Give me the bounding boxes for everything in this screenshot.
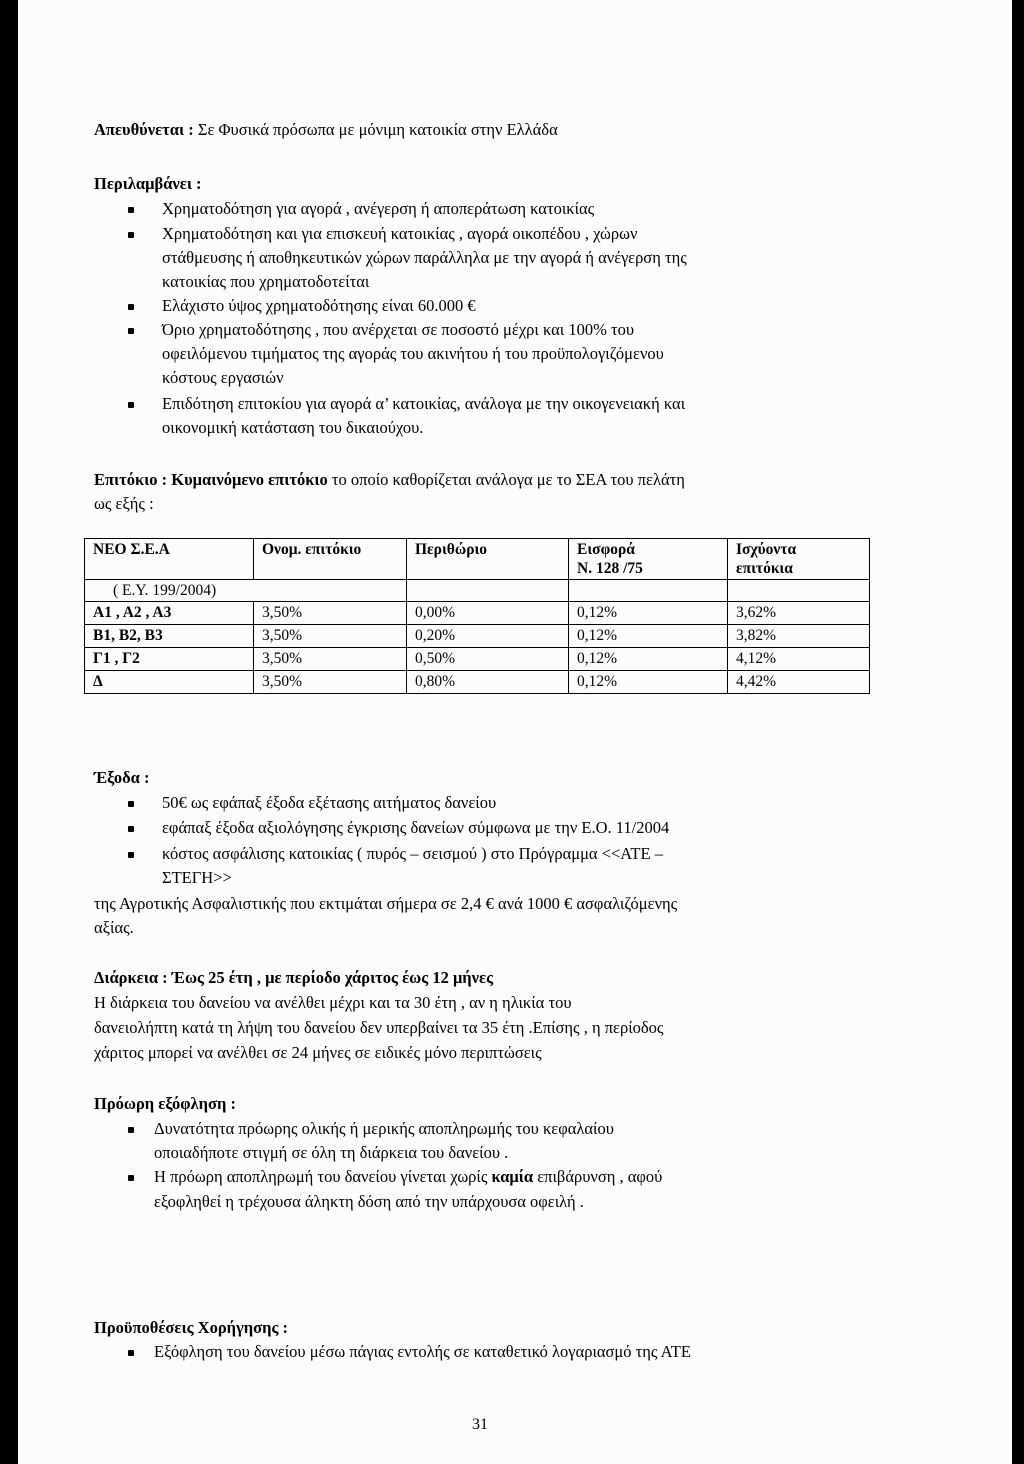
includes-line: οικονομική κατάσταση του δικαιούχου. [162, 418, 424, 437]
table-cell: 3,50% [254, 625, 407, 648]
audience-label: Απευθύνεται : [94, 120, 194, 139]
conditions-line: Εξόφληση του δανείου μέσω πάγιας εντολής σε καταθετικό λογαριασμό της ΑΤΕ [154, 1342, 691, 1361]
bullet-icon [128, 852, 134, 858]
fees-line: της Αγροτικής Ασφαλιστικής που εκτιμάται σήμερα σε 2,4 € ανά 1000 € ασφαλιζόμενης [94, 894, 678, 913]
table-cell: 0,50% [407, 648, 569, 671]
duration-line: δανειολήπτη κατά τη λήψη του δανείου δεν υπερβαίνει τα 35 έτη .Επίσης , η περίοδος [94, 1018, 664, 1037]
duration-line: Η διάρκεια του δανείου να ανέλθει μέχρι και τα 30 έτη , αν η ηλικία του [94, 993, 572, 1012]
table-row [85, 648, 870, 671]
interest-line [94, 468, 685, 492]
prepayment-emphasis: καμία [491, 1167, 534, 1186]
table-cell: 4,12% [728, 648, 870, 671]
table-cell: 0,12% [569, 648, 728, 671]
includes-line: οφειλόμενου τιμήματος της αγοράς του ακινήτου ή του προϋπολογιζόμενου [162, 344, 664, 363]
includes-line: Ελάχιστο ύψος χρηματοδότησης είναι 60.000 € [162, 296, 476, 315]
prepayment-text: επιβάρυνση , αφού [537, 1167, 663, 1186]
table-cell: 0,12% [569, 671, 728, 694]
table-cell: 0,80% [407, 671, 569, 694]
fees-label: Έξοδα : [94, 768, 150, 787]
prepayment-text: Η πρόωρη αποπληρωμή του δανείου γίνεται χωρίς [154, 1167, 488, 1186]
table-cell: 3,82% [728, 625, 870, 648]
interest-text: το οποίο καθορίζεται ανάλογα με το ΣΕΑ του πελάτη [331, 470, 685, 489]
table-subheader-row [85, 580, 870, 602]
bullet-icon [128, 207, 134, 213]
table-cell: Α1 , Α2 , Α3 [85, 602, 254, 625]
table-cell: Β1, Β2, Β3 [85, 625, 254, 648]
prepayment-line: εξοφληθεί η τρέχουσα άληκτη δόση από την υπάρχουσα οφειλή . [154, 1192, 584, 1211]
includes-line: Χρηματοδότηση και για επισκευή κατοικίας , αγορά οικοπέδου , χώρων [162, 224, 638, 243]
bullet-icon [128, 232, 134, 238]
table-cell: 3,50% [254, 602, 407, 625]
prepayment-line: Δυνατότητα πρόωρης ολικής ή μερικής αποπληρωμής του κεφαλαίου [154, 1119, 614, 1138]
prepayment-line: οποιαδήποτε στιγμή σε όλη τη διάρκεια του δανείου . [154, 1143, 509, 1162]
table-cell: 0,12% [569, 625, 728, 648]
table-cell: Γ1 , Γ2 [85, 648, 254, 671]
table-cell: 3,50% [254, 648, 407, 671]
includes-line: Επιδότηση επιτοκίου για αγορά α’ κατοικίας, ανάλογα με την οικογενειακή και [162, 394, 686, 413]
bullet-icon [128, 328, 134, 334]
interest-text-2: ως εξής : [94, 494, 154, 513]
header-cell: Εισφορά Ν. 128 /75 [569, 539, 728, 580]
empty-cell [407, 580, 569, 602]
interest-rate-table [84, 538, 870, 694]
empty-cell [569, 580, 728, 602]
fees-line: κόστος ασφάλισης κατοικίας ( πυρός – σεισμού ) στο Πρόγραμμα <<ΑΤΕ – [162, 844, 663, 863]
document-page [18, 0, 1012, 1464]
fees-line: αξίας. [94, 918, 134, 937]
table-cell: 3,62% [728, 602, 870, 625]
table-row [85, 671, 870, 694]
prepayment-label: Πρόωρη εξόφληση : [94, 1094, 236, 1113]
conditions-label: Προϋποθέσεις Χορήγησης : [94, 1318, 289, 1337]
table-cell: 0,12% [569, 602, 728, 625]
bullet-icon [128, 402, 134, 408]
header-cell: Ισχύοντα επιτόκια [728, 539, 870, 580]
bullet-icon [128, 1127, 134, 1133]
table-row [85, 625, 870, 648]
table-row [85, 602, 870, 625]
bullet-icon [128, 826, 134, 832]
includes-line: στάθμευσης ή αποθηκευτικών χώρων παράλληλα με την αγορά ή ανέγερση της [162, 248, 687, 267]
interest-label: Επιτόκιο : Κυμαινόμενο επιτόκιο [94, 470, 328, 489]
table-cell: 4,42% [728, 671, 870, 694]
table-cell: 0,20% [407, 625, 569, 648]
prepayment-line [154, 1165, 662, 1189]
empty-cell [728, 580, 870, 602]
includes-line: κατοικίας που χρηματοδοτείται [162, 272, 370, 291]
subheader-cell: ( Ε.Υ. 199/2004) [85, 580, 407, 602]
table-cell: 0,00% [407, 602, 569, 625]
fees-line: 50€ ως εφάπαξ έξοδα εξέτασης αιτήματος δανείου [162, 793, 497, 812]
includes-line: Χρηματοδότηση για αγορά , ανέγερση ή αποπεράτωση κατοικίας [162, 199, 595, 218]
page-number: 31 [472, 1416, 488, 1433]
includes-line: Όριο χρηματοδότησης , που ανέρχεται σε ποσοστό μέχρι και 100% του [162, 320, 634, 339]
table-header-row [85, 539, 870, 580]
table-cell: Δ [85, 671, 254, 694]
fees-line: εφάπαξ έξοδα αξιολόγησης έγκρισης δανείων σύμφωνα με την Ε.Ο. 11/2004 [162, 818, 670, 837]
bullet-icon [128, 304, 134, 310]
bullet-icon [128, 1350, 134, 1356]
bullet-icon [128, 801, 134, 807]
fees-line: ΣΤΕΓΗ>> [162, 868, 232, 887]
duration-label: Διάρκεια : Έως 25 έτη , με περίοδο χάριτος έως 12 μήνες [94, 968, 494, 987]
header-cell: Ονομ. επιτόκιο [254, 539, 407, 580]
table-cell: 3,50% [254, 671, 407, 694]
audience-line [94, 118, 558, 142]
includes-line: κόστους εργασιών [162, 368, 284, 387]
includes-label: Περιλαμβάνει : [94, 174, 202, 193]
duration-line: χάριτος μπορεί να ανέλθει σε 24 μήνες σε ειδικές μόνο περιπτώσεις [94, 1043, 542, 1062]
audience-text: Σε Φυσικά πρόσωπα με μόνιμη κατοικία στην Ελλάδα [197, 120, 558, 139]
bullet-icon [128, 1175, 134, 1181]
header-cell: Περιθώριο [407, 539, 569, 580]
header-cell: ΝΕΟ Σ.Ε.Α [85, 539, 254, 580]
